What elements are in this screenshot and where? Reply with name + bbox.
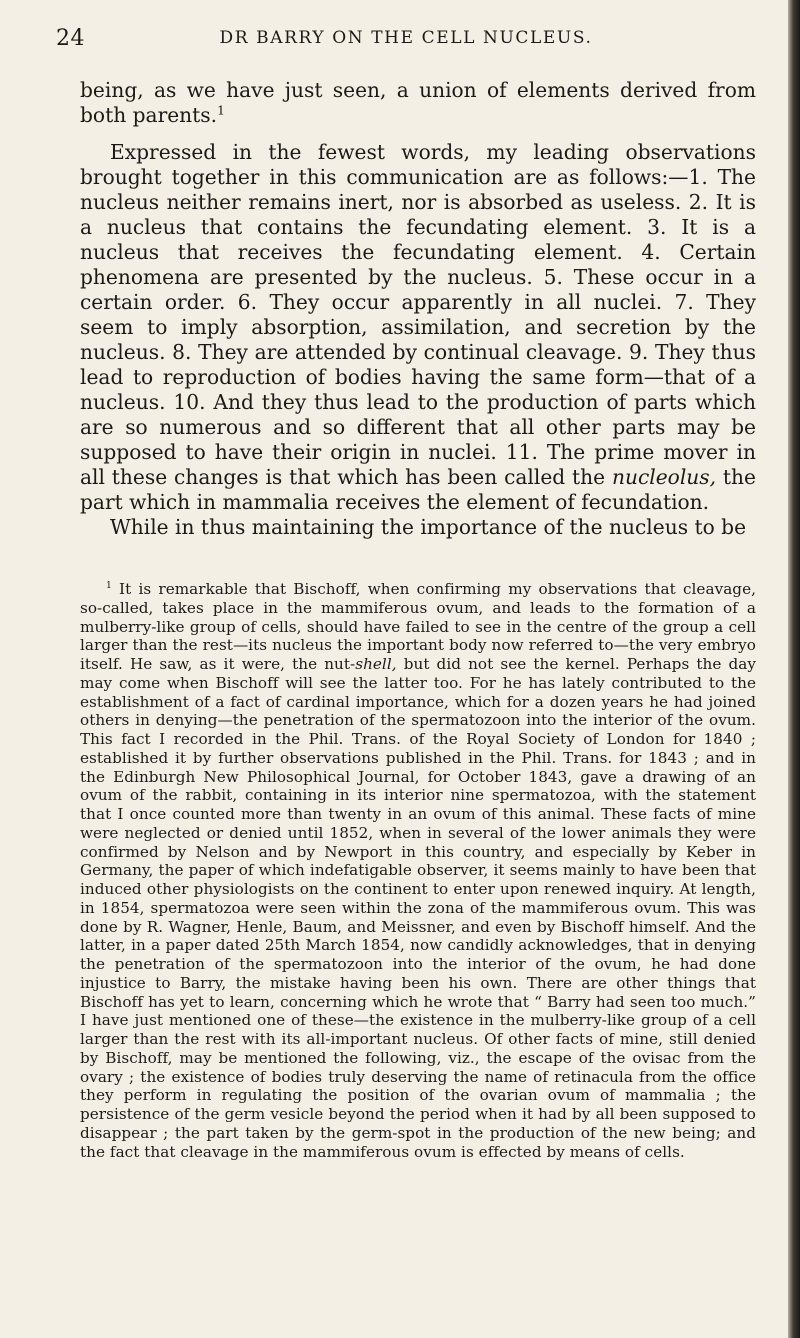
footnote: [80, 580, 756, 1161]
running-head: DR BARRY ON THE CELL NUCLEUS.: [219, 28, 593, 48]
footnote-text: It is remarkable that Bischoff, when confirming my observations that cleavage, so-called, takes place in the mammiferous ovum, and leads to the formation of a mulberry-like group of cells, should have failed to see in the centre of the group a cell larger than the rest—its nucleus the important body now referred to—the very embryo itself. He saw, as it were, the nut-: [80, 580, 756, 673]
footnote-text: but did not see the kernel. Perhaps the day may come when Bischoff will see the latter too. For he has lately contributed to the establishment of a fact of cardinal importance, which for a dozen years he had joined others in denying—the penetration of the spermatozoon into the interior of the ovum. This fact I recorded in the Phil. Trans. of the Royal Society of London for 1840 ; established it by further observations published in the Phil. Trans. for 1843 ; and in the Edinburgh New Philosophical Journal, for October 1843, gave a drawing of an ovum of the rabbit, containing in its interior nine spermatozoa, with the statement that I once counted more than twenty in an ovum of this animal. These facts of mine were neglected or denied until 1852, when in several of the lower animals they were confirmed by Nelson and by Newport in this country, and especially by Keber in Germany, the paper of which indefatigable observer, it seems mainly to have been that induced other physiologists on the continent to enter upon renewed inquiry. At length, in 1854, spermatozoa were seen within the zona of the mammiferous ovum. This was done by R. Wagner, Henle, Baum, and Meissner, and even by Bischoff himself. And the latter, in a paper dated 25th March 1854, now candidly acknowledges, that in denying the penetration of the spermatozoon into the interior of the ovum, he had done injustice to Barry, the mistake having been his own. There are other things that Bischoff has yet to learn, concerning which he wrote that “ Barry had seen too much.” I have just mentioned one of these—the existence in the mulberry-like group of a cell larger than the rest with its all-important nucleus. Of other facts of mine, still denied by Bischoff, may be mentioned the following, viz., the escape of the ovisac from the ovary ; the existence of bodies truly deserving the name of retinacula from the office they perform in regulating the position of the ovarian ovum of mammalia ; the persistence of the germ vesicle beyond the period when it had by all been supposed to disappear ; the part taken by the germ-spot in the production of the new being; and the fact that cleavage in the mammiferous ovum is effected by means of cells.: [80, 655, 757, 1161]
paragraph-text: While in thus maintaining the importance of the nucleus to be: [110, 515, 747, 539]
paragraph-text: being, as we have just seen, a union of elements derived from both parents.: [80, 78, 756, 127]
footnotes: [80, 580, 756, 1161]
italic-term: nucleolus,: [611, 465, 717, 489]
body-text: [80, 78, 756, 540]
footnote-reference: 1: [217, 103, 225, 118]
italic-term: shell,: [355, 655, 397, 673]
page-edge-shadow: [788, 0, 800, 1338]
footnote-marker: 1: [106, 580, 112, 591]
paragraph-continued: [80, 78, 756, 128]
paragraph-text: Expressed in the fewest words, my leading observations brought together in this communication are as follows:—1. The nucleus neither remains inert, nor is absorbed as useless. 2. It is a nucleus that contains the fecundating element. 3. It is a nucleus that receives the fecundating element. 4. Certain phenomena are presented by the nucleus. 5. These occur in a certain order. 6. They occur apparently in all nuclei. 7. They seem to imply absorption, assimilation, and secretion by the nucleus. 8. They are attended by continual cleavage. 9. They thus lead to reproduction of bodies having the same form—that of a nucleus. 10. And they thus lead to the production of parts which are so numerous and so different that all other parts may be supposed to have their origin in nuclei. 11. The prime mover in all these changes is that which has been called the: [80, 140, 756, 489]
paragraph-text: the part which in mammalia receives the element of fecundation.: [80, 465, 756, 514]
paragraph-observations: [80, 140, 756, 515]
page-header: [56, 26, 756, 54]
paragraph-final: [80, 515, 756, 540]
page-number: 24: [56, 26, 85, 51]
